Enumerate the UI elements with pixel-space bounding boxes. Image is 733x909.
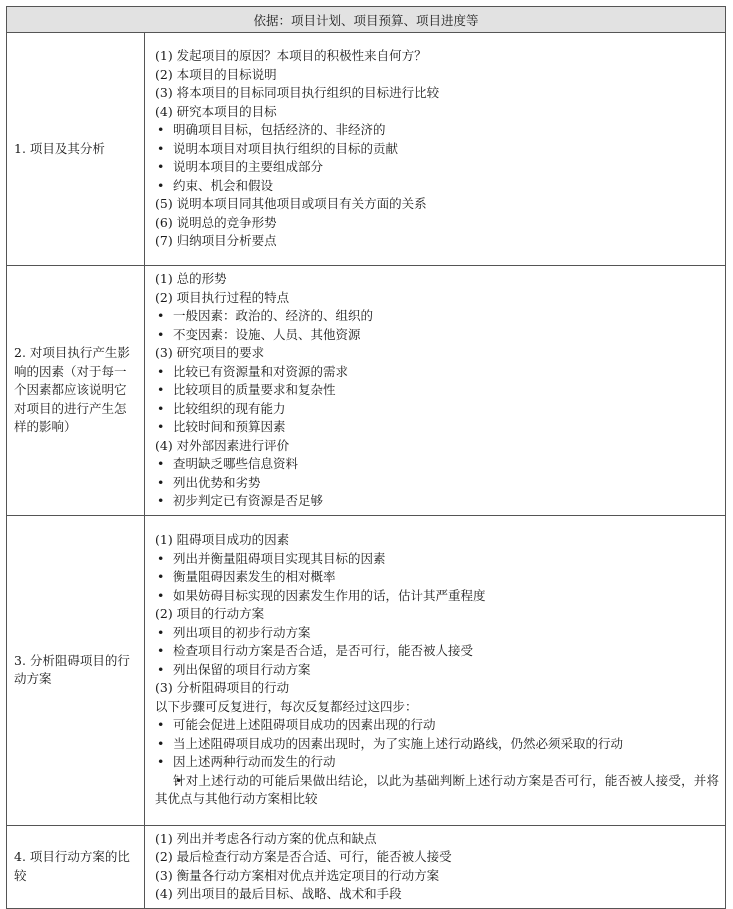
table-row	[7, 515, 726, 825]
bullet-item: • 列出优势和劣势	[155, 474, 719, 493]
table-header: 依据：项目计划、项目预算、项目进度等	[7, 7, 726, 33]
list-item: (1) 发起项目的原因？本项目的积极性来自何方？	[155, 48, 427, 64]
row-content	[145, 33, 726, 266]
row-title: 2. 对项目执行产生影响的因素（对于每一个因素都应该说明它对项目的进行产生怎样的影响）	[7, 266, 145, 516]
bullet-item: • 说明本项目的主要组成部分	[155, 158, 719, 177]
bullet-item: • 查明缺乏哪些信息资料	[155, 455, 719, 474]
table-row	[7, 33, 726, 266]
bullet-item: • 明确项目目标，包括经济的、非经济的	[155, 121, 719, 140]
bullet-item: • 说明本项目对项目执行组织的目标的贡献	[155, 140, 719, 159]
list-item: (2) 本项目的目标说明	[155, 66, 277, 82]
bullet-item: • 比较已有资源量和对资源的需求	[155, 363, 719, 382]
bullet-item: • 比较组织的现有能力	[155, 400, 719, 419]
bullet-item: • 当上述阻碍项目成功的因素出现时，为了实施上述行动路线，仍然必须采取的行动	[155, 735, 719, 754]
list-item: (1) 阻碍项目成功的因素	[155, 532, 290, 548]
list-item: (1) 总的形势	[155, 271, 227, 286]
bullet-item: • 如果妨碍目标实现的因素发生作用的话，估计其严重程度	[155, 587, 719, 606]
bullet-item: • 列出项目的初步行动方案	[155, 624, 719, 643]
project-analysis-table	[6, 6, 726, 909]
list-item: (4) 研究本项目的目标	[155, 103, 277, 119]
bullet-item: • 一般因素：政治的、经济的、组织的	[155, 307, 719, 326]
bullet-item: • 检查项目行动方案是否合适，是否可行，能否被人接受	[155, 642, 719, 661]
bullet-item: • 针对上述行动的可能后果做出结论，以此为基础判断上述行动方案是否可行，能否被人接受，并将其优点与其他行动方案相比较	[155, 772, 719, 809]
list-item: (3) 分析阻碍项目的行动	[155, 680, 290, 696]
row-content	[145, 266, 726, 516]
list-item: (5) 说明本项目同其他项目或项目有关方面的关系	[155, 196, 427, 212]
row-content	[145, 515, 726, 825]
bullet-item: • 因上述两种行动而发生的行动	[155, 753, 719, 772]
bullet-item: • 比较时间和预算因素	[155, 418, 719, 437]
list-item: (1) 列出并考虑各行动方案的优点和缺点	[155, 830, 377, 846]
bullet-item: • 约束、机会和假设	[155, 177, 719, 196]
bullet-item: • 可能会促进上述阻碍项目成功的因素出现的行动	[155, 716, 719, 735]
bullet-item: • 比较项目的质量要求和复杂性	[155, 381, 719, 400]
list-item: (3) 将本项目的目标同项目执行组织的目标进行比较	[155, 85, 440, 101]
row-title: 3. 分析阻碍项目的行动方案	[7, 515, 145, 825]
table-body	[7, 33, 726, 909]
row-title: 1. 项目及其分析	[7, 33, 145, 266]
list-item: (4) 对外部因素进行评价	[155, 437, 290, 453]
list-item: (7) 归纳项目分析要点	[155, 233, 277, 249]
bullet-item: • 初步判定已有资源是否足够	[155, 492, 719, 511]
bullet-item: • 列出保留的项目行动方案	[155, 661, 719, 680]
bullet-item: • 衡量阻碍因素发生的相对概率	[155, 568, 719, 587]
list-item: (3) 研究项目的要求	[155, 345, 265, 360]
list-item: 以下步骤可反复进行，每次反复都经过这四步：	[155, 698, 418, 714]
list-item: (4) 列出项目的最后目标、战略、战术和手段	[155, 886, 402, 901]
list-item: (3) 衡量各行动方案相对优点并选定项目的行动方案	[155, 867, 440, 883]
table-row	[7, 266, 726, 516]
list-item: (6) 说明总的竞争形势	[155, 214, 277, 230]
table-header-row	[7, 7, 726, 33]
list-item: (2) 最后检查行动方案是否合适、可行，能否被人接受	[155, 849, 452, 864]
bullet-item: • 列出并衡量阻碍项目实现其目标的因素	[155, 550, 719, 569]
list-item: (2) 项目执行过程的特点	[155, 289, 290, 305]
list-item: (2) 项目的行动方案	[155, 606, 265, 622]
bullet-item: • 不变因素：设施、人员、其他资源	[155, 326, 719, 345]
row-content	[145, 825, 726, 908]
table-row	[7, 825, 726, 908]
row-title: 4. 项目行动方案的比较	[7, 825, 145, 908]
